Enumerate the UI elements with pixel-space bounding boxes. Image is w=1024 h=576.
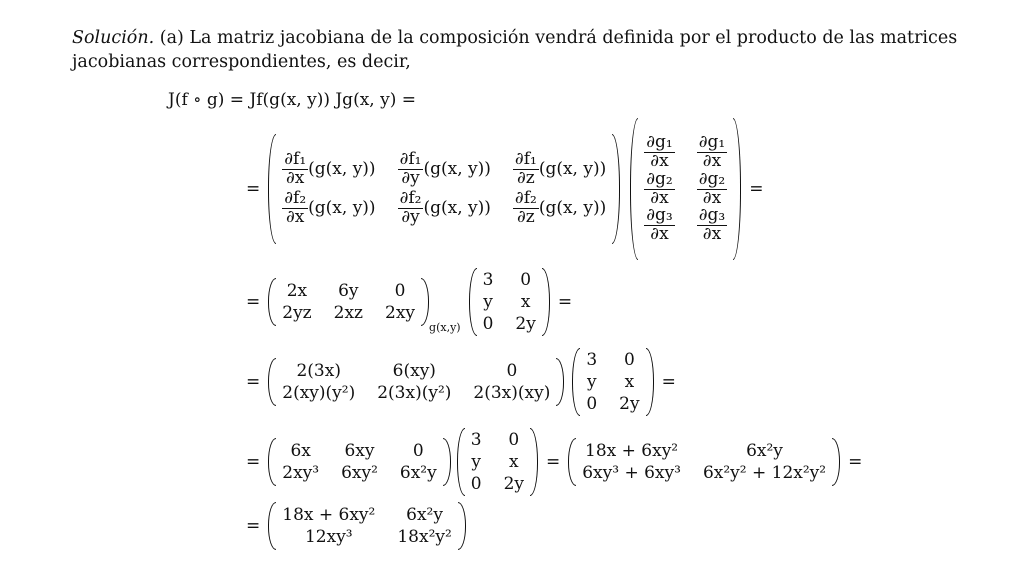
- matrix-cell: $\frac{\text{∂g₁}}{\partial x}$: [646, 131, 673, 171]
- step-simplified: = 6x 6xy 0 2xy³ 6xy² 6x²y 3 0 y x 0 2y = 18x + 6xy² 6x²y 6xy³ + 6xy³ 6x²y² + 12x²y² =: [246, 430, 863, 494]
- final-matrix: [276, 505, 458, 547]
- matrix-cell: 0: [623, 350, 635, 370]
- matrix-cell: 18x²y²: [397, 527, 452, 547]
- step-partials: = $\frac{\text{∂f₁}}{\partial x}$ (g(x, y)) $\frac{\text{∂f₁}}{\partial y}$ (g(x, y)) $\frac{\text{∂f₁}}{\partial z}$ (g(x, y)) $\frac{\text{∂f₂}}{\partial x}$ (g(x, y)) $\frac{\text{∂f₂}}{\partial y}$ (g(x, y)) $\frac{\text{∂f₂}}{\partial z}$ (g(x, y)) $\frac{\text{∂g₁}}{\partial x}$ $\frac{\text{∂g₁}}{\partial x}$ $\frac{\text{∂g₂}}{\partial x}$ $\frac{\text{∂g₂}}{\partial x}$ $\frac{\text{∂g₃}}{\partial x}$ $\frac{\text{∂g₃}}{\partial x}$ =: [238, 118, 771, 260]
- matrix-cell: 2xy³: [282, 463, 320, 483]
- matrix-cell: 0: [508, 430, 520, 450]
- evaluation-subscript: g(x,y): [429, 321, 461, 334]
- matrix-cell: 6xy²: [341, 463, 378, 483]
- step5-left-matrix: [276, 441, 442, 483]
- jacobian-definition-text: J(f ∘ g) = Jf(g(x, y)) Jg(x, y) =: [168, 90, 416, 110]
- matrix-cell: 2xz: [333, 303, 364, 323]
- jg-partials-matrix: [638, 131, 733, 245]
- matrix-cell: 3: [482, 270, 494, 290]
- matrix-cell: x: [508, 452, 519, 472]
- step-final: = 18x + 6xy² 6x²y 12xy³ 18x²y²: [238, 502, 466, 550]
- matrix-cell: 2x: [286, 281, 308, 301]
- matrix-cell: 2(xy)(y²): [282, 383, 356, 403]
- matrix-cell: 6(xy): [392, 361, 436, 381]
- matrix-cell: $\frac{\text{∂g₂}}{\partial x}$: [698, 168, 726, 208]
- matrix-cell: $\frac{\text{∂f₁}}{\partial y}$ (g(x, y)): [399, 149, 491, 189]
- matrix-cell: 2y: [503, 474, 524, 494]
- matrix-cell: x: [520, 292, 531, 312]
- matrix-cell: 6y: [338, 281, 359, 301]
- matrix-cell: $\frac{\text{∂f₁}}{\partial z}$ (g(x, y)): [514, 149, 607, 189]
- step-substituted: = 2x 6y 0 2yz 2xz 2xy g(x,y) 3 0 y x 0 2y =: [246, 270, 573, 334]
- solution-text: (a) La matriz jacobiana de la composición vendrá definida por el producto de las matrices jacobianas correspondientes, es decir,: [72, 28, 958, 72]
- matrix-cell: 6xy³ + 6xy³: [582, 463, 681, 483]
- matrix-cell: $\frac{\text{∂f₂}}{\partial y}$ (g(x, y)): [399, 188, 491, 227]
- matrix-cell: $\frac{\text{∂g₂}}{\partial x}$: [646, 168, 673, 208]
- matrix-cell: 6x²y: [406, 505, 443, 525]
- matrix-cell: 3: [586, 350, 598, 370]
- matrix-cell: $\frac{\text{∂f₂}}{\partial z}$ (g(x, y)): [514, 188, 607, 227]
- matrix-cell: 2(3x)(xy): [473, 383, 551, 403]
- solution-paragraph: [72, 26, 972, 74]
- matrix-cell: 0: [394, 281, 406, 301]
- step3-left-matrix: [276, 281, 421, 323]
- matrix-cell: 6x²y: [399, 463, 437, 483]
- step-composed: = 2(3x) 6(xy) 0 2(xy)(y²) 2(3x)(y²) 2(3x)(xy) 3 0 y x 0 2y =: [246, 350, 676, 414]
- matrix-cell: 2xy: [385, 303, 416, 323]
- matrix-cell: 6x: [290, 441, 311, 461]
- jg-matrix: [477, 270, 542, 334]
- matrix-cell: 12xy³: [304, 527, 353, 547]
- matrix-cell: $\frac{\text{∂f₂}}{\partial x}$ (g(x, y)): [284, 188, 376, 227]
- matrix-cell: 2y: [515, 314, 536, 334]
- matrix-cell: 0: [520, 270, 532, 290]
- solution-lead: Solución.: [72, 28, 155, 48]
- matrix-cell: 18x + 6xy²: [585, 441, 679, 461]
- matrix-cell: 2y: [619, 394, 640, 414]
- step4-left-matrix: [276, 361, 556, 403]
- matrix-cell: 0: [412, 441, 424, 461]
- matrix-cell: 6xy: [344, 441, 375, 461]
- matrix-cell: y: [471, 452, 481, 472]
- matrix-cell: 2(3x): [296, 361, 341, 381]
- matrix-cell: y: [586, 372, 597, 392]
- matrix-cell: 18x + 6xy²: [282, 505, 376, 525]
- matrix-cell: y: [483, 292, 493, 312]
- matrix-cell: 0: [506, 361, 518, 381]
- product-matrix: [576, 441, 832, 483]
- jg-matrix: [580, 350, 645, 414]
- matrix-cell: 6x²y² + 12x²y²: [702, 463, 827, 483]
- matrix-cell: $\frac{\text{∂g₁}}{\partial x}$: [698, 131, 726, 171]
- matrix-cell: $\frac{\text{∂g₃}}{\partial x}$: [646, 205, 673, 245]
- matrix-cell: 0: [470, 474, 482, 494]
- matrix-cell: 0: [586, 394, 598, 414]
- jacobian-definition: [168, 90, 416, 110]
- matrix-cell: 2(3x)(y²): [377, 383, 452, 403]
- matrix-cell: $\frac{\text{∂f₁}}{\partial x}$ (g(x, y)): [284, 149, 376, 189]
- matrix-cell: $\frac{\text{∂g₃}}{\partial x}$: [698, 205, 726, 245]
- matrix-cell: 2yz: [282, 303, 312, 323]
- matrix-cell: 6x²y: [746, 441, 783, 461]
- matrix-cell: 0: [482, 314, 494, 334]
- jg-matrix: [465, 430, 530, 494]
- jf-partials-matrix: [276, 151, 612, 226]
- matrix-cell: 3: [470, 430, 482, 450]
- matrix-cell: x: [624, 372, 635, 392]
